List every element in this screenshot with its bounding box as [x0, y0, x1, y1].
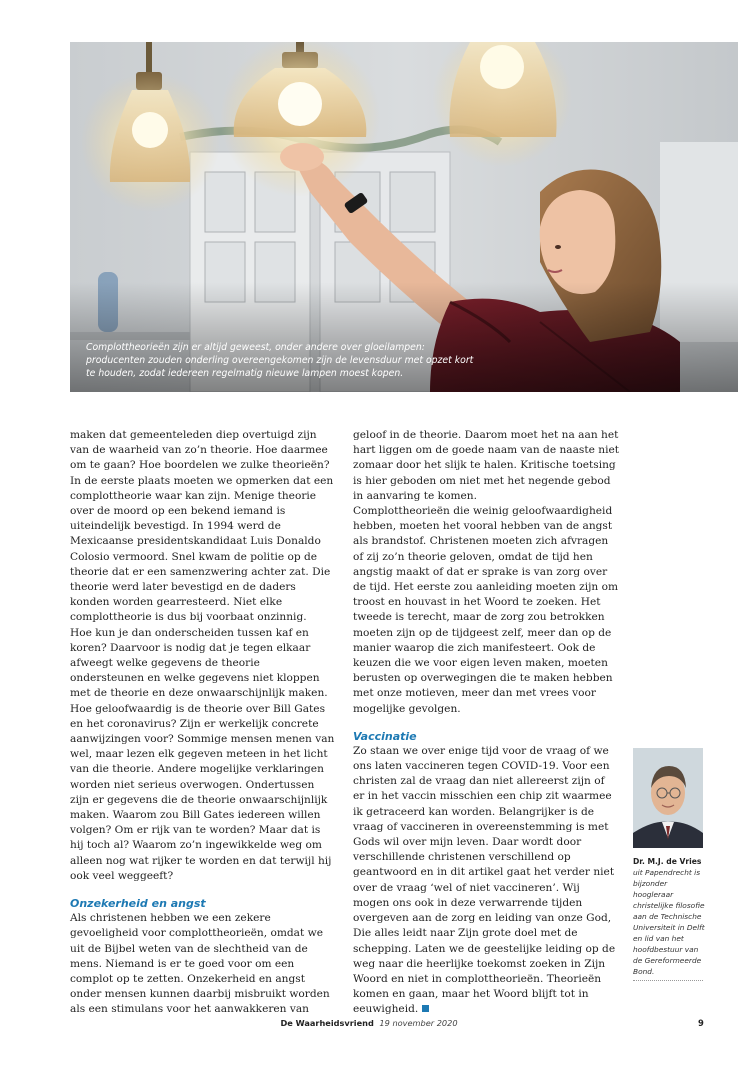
paragraph: maken dat gemeenteleden diep overtuigd zijn van de waarheid van zo’n theorie. Hoe daarmee om te gaan? Hoe boordelen we zulke theorieën?: [70, 429, 330, 472]
page-footer: [0, 1018, 738, 1028]
paragraph: In de eerste plaats moeten we opmerken dat een complottheorie waar kan zijn. Menige theorie over de moord op een bekend iemand is uiteindelijk bevestigd. In 1994 werd de Mexicaanse presidentskandidaat Luis Donaldo Colosio vermoord. Snel kwam de politie op de theorie dat er een samenzwering achter zat. Die theorie werd later bevestigd en de daders konden worden gearresteerd. Niet elke complottheorie is dus bij voorbaat onzinnig.: [70, 474, 334, 624]
section-heading-vaccinatie: Vaccinatie: [353, 729, 417, 743]
paragraph: geloof in de theorie. Daarom moet het na aan het hart liggen om de goede naam van de naaste niet zomaar door het slijk te halen. Kritische toetsing is hier geboden om niet met het negende gebod in aanvaring te komen.: [353, 429, 619, 502]
header-photo: [70, 42, 738, 392]
paragraph: Complottheorieën die weinig geloofwaardigheid hebben, moeten het vooral hebben van de angst als brandstof. Christenen moeten zich afvragen of zij zo’n theorie geloven, omdat de tijd hen angstig maakt of dat er sprake is van zorg over de tijd. Het eerste zou aanleiding moeten zijn om troost en houvast in het Woord te zoeken. Het tweede is terecht, maar de zorg zou betrokken moeten zijn op de tijdgeest zelf, meer dan op de manier waarop die zich manifesteert. Ook de keuzen die we voor eigen leven maken, moeten berusten op overwegingen die te maken hebben met onze motieven, meer dan met vrees voor mogelijke gevolgen.: [353, 505, 618, 715]
article-column-middle: [353, 428, 619, 1018]
page-number: 9: [698, 1018, 704, 1028]
author-divider: [633, 980, 703, 981]
author-box: [633, 748, 705, 981]
end-of-article-square-icon: [422, 1005, 429, 1012]
author-name: Dr. M.J. de Vries: [633, 857, 702, 866]
paragraph: Als christenen hebben we een zekere gevoeligheid voor complottheorieën, omdat we uit de Bijbel weten van de slechtheid van de mens. Niemand is er te goed voor om een complot op te zetten. Onzekerheid en angst onder mensen kunnen daarbij misbruikt worden als een stimulans voor het aanwakkeren van: [70, 912, 330, 1016]
photo-caption: Complottheorieën zijn er altijd geweest, onder andere over gloeilampen: producenten zouden onderling overeengekomen zijn de levensduur met opzet kort te houden, zodat iedereen regelmatig nieuwe lampen moest kopen.: [86, 342, 474, 379]
magazine-title: De Waarheidsvriend: [280, 1018, 374, 1028]
section-heading-onzekerheid: Onzekerheid en angst: [70, 897, 206, 911]
lamps-photo-illustration: [70, 42, 738, 392]
paragraph-final: [353, 744, 619, 1018]
issue-date: 19 november 2020: [379, 1018, 458, 1028]
article-column-left: [70, 428, 336, 1018]
final-paragraph-text: Zo staan we over enige tijd voor de vraag of we ons laten vaccineren tegen COVID-19. Voor een christen zal de vraag dan niet allereerst zijn of er in het vaccin misschien een chip zit waarmee ik getraceerd kan worden. Belangrijker is de vraag of vaccineren in overeenstemming is met Gods wil over mijn leven. Daar wordt door verschillende christenen verschillend op geantwoord en in dit artikel gaat het verder niet over de vraag ‘wel of niet vaccineren’. Wij mogen ons ook in deze verwarrende tijden overgeven aan de zorg en leiding van onze God, Die alles leidt naar Zijn grote doel met de schepping. Laten we de geestelijke leiding op de weg naar die heerlijke toekomst zoeken in Zijn Woord en niet in complottheorieën. Theorieën komen en gaan, maar het Woord blijft tot in eeuwigheid.: [353, 744, 616, 1016]
author-portrait: [633, 748, 703, 848]
author-bio: uit Papendrecht is bijzonder hoogleraar christelijke filosofie aan de Technische Universiteit in Delft en lid van het hoofdbestuur van de Gereformeerde Bond.: [633, 868, 705, 976]
paragraph: Hoe kun je dan onderscheiden tussen kaf en koren? Daarvoor is nodig dat je tegen elkaar afweegt welke gegevens de theorie ondersteunen en welke gegevens niet kloppen met de theorie en deze onwaarschijnlijk maken. Hoe geloofwaardig is de theorie over Bill Gates en het coronavirus? Zijn er werkelijk concrete aanwijzingen voor? Sommige mensen menen van wel, maar lezen elk gegeven meteen in het licht van die theorie. Andere mogelijke verklaringen worden niet serieus overwogen. Ondertussen zijn er gegevens die de theorie onwaarschijnlijk maken. Waarom zou Bill Gates iedereen willen volgen? Om er rijk van te worden? Maar dat is hij toch al? Waarom zo’n ingewikkelde weg om alleen nog wat rijker te worden en dat terwijl hij ook veel weggeeft?: [70, 626, 335, 882]
